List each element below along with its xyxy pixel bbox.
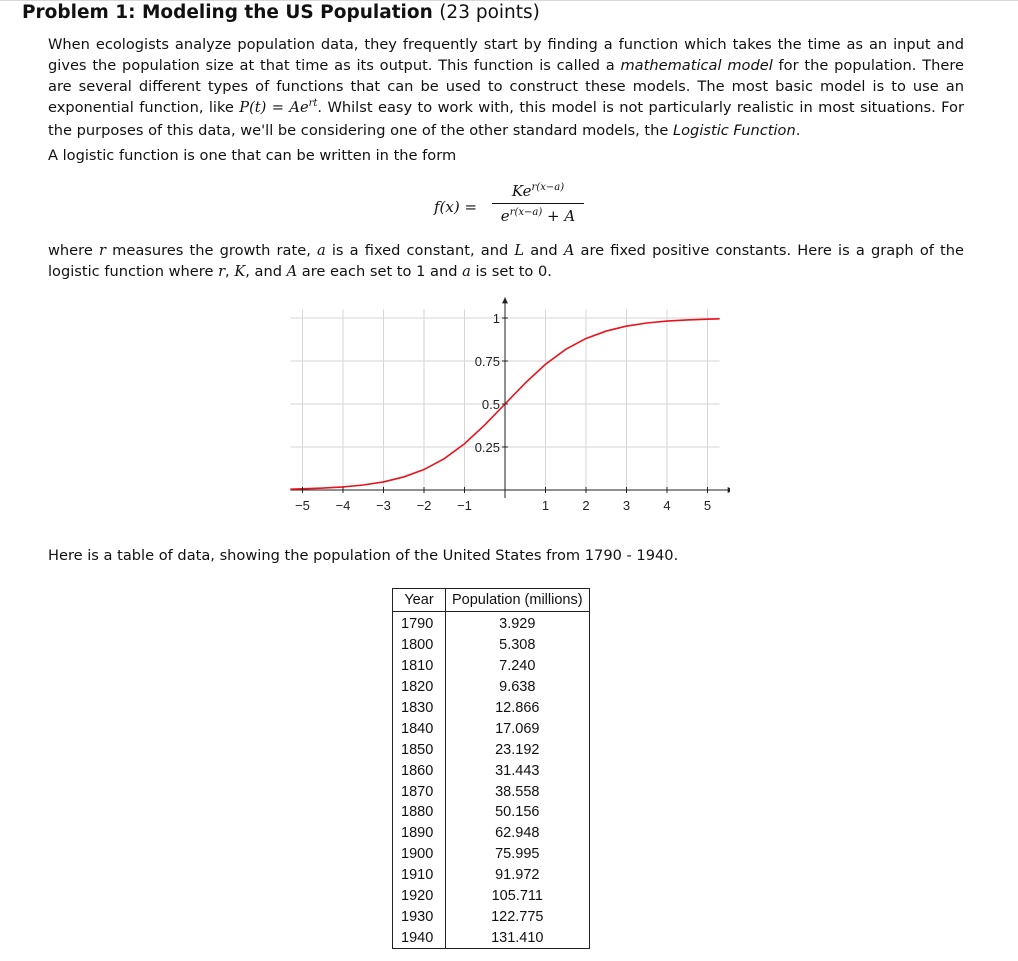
table-row: [393, 677, 590, 698]
population-cell: 38.558: [446, 781, 590, 802]
table-row: [393, 927, 590, 948]
where-t3: is a fixed constant, and: [325, 242, 515, 259]
year-cell: 1910: [393, 865, 446, 886]
table-row: [393, 781, 590, 802]
intro-text-3: . Whilst easy to work with, this model is not particularly realistic in most situations. For the purposes of this data, we'll be considering one of the other standard models, the: [48, 99, 964, 139]
x-tick-label: 2: [582, 498, 590, 513]
population-cell: 122.775: [446, 906, 590, 927]
y-tick-label: 0.25: [474, 440, 500, 455]
population-cell: 7.240: [446, 656, 590, 677]
year-cell: 1930: [393, 906, 446, 927]
table-row: [393, 865, 590, 886]
where-t2: measures the growth rate,: [105, 242, 317, 259]
problem-title-text: Problem 1: Modeling the US Population: [22, 2, 433, 23]
year-cell: 1870: [393, 781, 446, 802]
year-cell: 1860: [393, 760, 446, 781]
population-cell: 12.866: [446, 698, 590, 719]
intro-emphasis-model: mathematical model: [620, 57, 773, 74]
where-t4: and: [524, 242, 564, 259]
numerator-base: Ke: [511, 182, 532, 200]
year-cell: 1840: [393, 718, 446, 739]
formula-fraction: [492, 180, 584, 227]
x-tick-label: 5: [703, 498, 712, 513]
header-population: Population (millions): [446, 589, 590, 612]
x-tick-label: −2: [416, 498, 432, 513]
year-cell: 1940: [393, 927, 446, 948]
table-row: [393, 718, 590, 739]
year-cell: 1800: [393, 635, 446, 656]
var-A-2: A: [286, 263, 298, 280]
where-t9: is set to 0.: [470, 263, 552, 280]
formula-lhs: f(x) =: [434, 198, 478, 216]
formula-denominator: [492, 205, 584, 227]
exp-eq-exponent: rt: [308, 98, 318, 109]
formula-numerator: [492, 180, 584, 202]
problem-points: (23 points): [439, 2, 540, 23]
y-tick-label: 0.5: [481, 397, 500, 412]
population-cell: 31.443: [446, 760, 590, 781]
y-tick-label: 1: [492, 311, 500, 326]
where-t5: are fixed positive constants. Here is a graph of the logistic function where: [48, 242, 964, 280]
intro-emphasis-logistic: Logistic Function: [673, 122, 796, 139]
population-cell: 17.069: [446, 718, 590, 739]
problem-title: [22, 2, 540, 23]
table-row: [393, 656, 590, 677]
exp-eq-lhs: P(t) = Ae: [239, 99, 309, 116]
table-row: [393, 802, 590, 823]
year-cell: 1900: [393, 844, 446, 865]
x-tick-label: −1: [457, 498, 472, 513]
population-cell: 23.192: [446, 739, 590, 760]
year-cell: 1880: [393, 802, 446, 823]
x-tick-label: −5: [295, 498, 310, 513]
intro-text-1: When ecologists analyze population data, they frequently start by finding a function which takes the time as an input and gives the population size at that time as its output. This function is called a: [48, 36, 964, 74]
table-row: [393, 823, 590, 844]
population-cell: 62.948: [446, 823, 590, 844]
year-cell: 1850: [393, 739, 446, 760]
year-cell: 1810: [393, 656, 446, 677]
year-cell: 1820: [393, 677, 446, 698]
population-cell: 91.972: [446, 865, 590, 886]
logistic-formula: [430, 180, 600, 230]
var-a-2: a: [462, 263, 471, 280]
where-t1: where: [48, 242, 99, 259]
var-r-2: r: [218, 263, 226, 280]
table-row: [393, 614, 590, 635]
year-cell: 1790: [393, 614, 446, 635]
x-tick-label: 1: [541, 498, 550, 513]
var-K: K: [234, 263, 246, 280]
page-top-rule: [0, 0, 1018, 1]
population-table: [392, 588, 590, 949]
exponential-equation: [239, 99, 317, 116]
var-a: a: [317, 242, 326, 259]
denominator-tail: + A: [542, 207, 576, 225]
table-row: [393, 698, 590, 719]
var-L: L: [514, 242, 525, 259]
table-intro: Here is a table of data, showing the population of the United States from 1790 - 1940.: [48, 547, 679, 564]
x-tick-label: 3: [622, 498, 631, 513]
where-t6: ,: [225, 263, 235, 280]
denominator-base: e: [500, 207, 510, 225]
x-tick-label: −4: [335, 498, 351, 513]
numerator-exponent: r(x−a): [531, 182, 565, 193]
population-cell: 3.929: [446, 614, 590, 635]
table-row: [393, 906, 590, 927]
table-row: [393, 844, 590, 865]
intro-text-4: .: [795, 122, 801, 139]
logistic-chart: [280, 293, 730, 523]
x-tick-label: 4: [663, 498, 671, 513]
year-cell: 1890: [393, 823, 446, 844]
logistic-intro: A logistic function is one that can be written in the form: [48, 147, 457, 164]
population-cell: 131.410: [446, 927, 590, 948]
population-cell: 75.995: [446, 844, 590, 865]
y-axis-arrow: [502, 297, 508, 303]
denominator-exponent: r(x−a): [509, 207, 543, 218]
table-row: [393, 635, 590, 656]
where-t8: are each set to 1 and: [297, 263, 463, 280]
intro-paragraph: [48, 34, 964, 141]
x-tick-label: −3: [376, 498, 391, 513]
where-t7: , and: [245, 263, 287, 280]
var-A: A: [563, 242, 575, 259]
var-r: r: [98, 242, 106, 259]
population-cell: 105.711: [446, 886, 590, 907]
population-cell: 9.638: [446, 677, 590, 698]
where-paragraph: [48, 240, 964, 282]
population-cell: 50.156: [446, 802, 590, 823]
table-row: [393, 760, 590, 781]
header-year: Year: [393, 589, 446, 612]
y-tick-label: 0.75: [474, 354, 500, 369]
year-cell: 1830: [393, 698, 446, 719]
table-row: [393, 739, 590, 760]
year-cell: 1920: [393, 886, 446, 907]
fraction-bar: [492, 203, 584, 204]
intro-text-2: for the population. There are several different types of functions that can be used to construct these models. The most basic model is to use an exponential function, like: [48, 57, 964, 116]
population-cell: 5.308: [446, 635, 590, 656]
table-row: [393, 886, 590, 907]
x-axis-arrow: [728, 487, 730, 493]
